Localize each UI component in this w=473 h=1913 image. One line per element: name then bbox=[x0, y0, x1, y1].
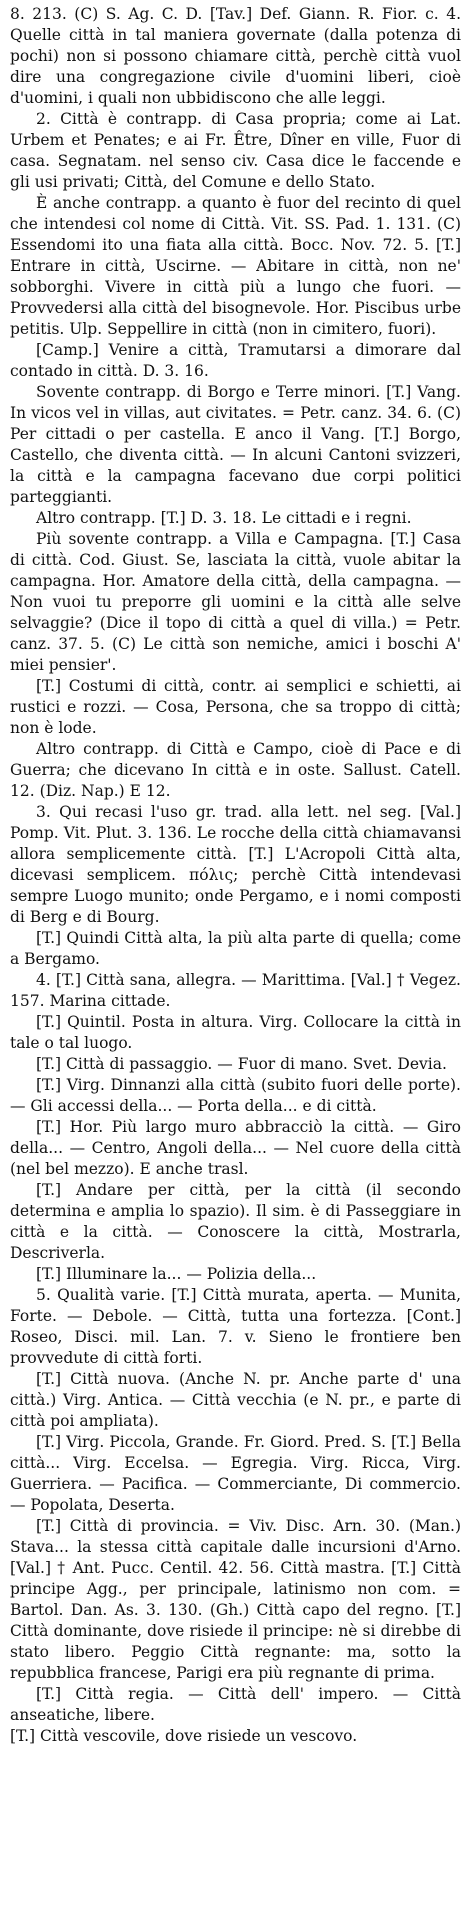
paragraph-14: [T.] Città di passaggio. — Fuor di mano. Svet. Devia. bbox=[36, 1055, 447, 1073]
paragraph-15: [T.] Virg. Dinnanzi alla città (subito fuori delle porte). — Gli accessi della... — Porta della... e di città. bbox=[10, 1076, 461, 1115]
text-column bbox=[10, 4, 461, 1747]
paragraph-4: [Camp.] Venire a città, Tramutarsi a dimorare dal contado in città. D. 3. 16. bbox=[10, 341, 461, 380]
paragraph-13: [T.] Quintil. Posta in altura. Virg. Collocare la città in tale o tal luogo. bbox=[10, 1013, 461, 1052]
paragraph-9: Altro contrapp. di Città e Campo, cioè di Pace e di Guerra; che dicevano In città e in oste. Sallust. Catell. 12. (Diz. Nap.) E 12. bbox=[10, 740, 461, 800]
paragraph-19: 5. Qualità varie. [T.] Città murata, aperta. — Munita, Forte. — Debole. — Città, tutta una fortezza. [Cont.] Roseo, Disci. mil. Lan. 7. v. Sieno le frontiere ben provvedute di città forti. bbox=[10, 1286, 461, 1367]
paragraph-11: [T.] Quindi Città alta, la più alta parte di quella; come a Bergamo. bbox=[10, 929, 461, 968]
paragraph-18: [T.] Illuminare la... — Polizia della... bbox=[36, 1265, 317, 1283]
paragraph-21: [T.] Virg. Piccola, Grande. Fr. Giord. Pred. S. [T.] Bella città... Virg. Eccelsa. — Egregia. Virg. Ricca, Virg. Guerriera. — Pacifica. — Commerciante, Di commercio. — Popolata, Deserta. bbox=[10, 1433, 461, 1514]
paragraph-22: [T.] Città di provincia. = Viv. Disc. Arn. 30. (Man.) Stava... la stessa città capitale dalle incursioni d'Arno. [Val.] † Ant. Pucc. Centil. 42. 56. Città mastra. [T.] Città principe Agg., per principale, latinismo non com. = Bartol. Dan. As. 3. 130. (Gh.) Città capo del regno. [T.] Città dominante, dove risiede il principe: nè si direbbe di stato libero. Peggio Città regnante: ma, sotto la repubblica francese, Parigi era più regnante di prima. bbox=[10, 1517, 461, 1682]
paragraph-8: [T.] Costumi di città, contr. ai semplici e schietti, ai rustici e rozzi. — Cosa, Persona, che sa troppo di città; non è lode. bbox=[10, 677, 461, 737]
paragraph-1: 8. 213. (C) S. Ag. C. D. [Tav.] Def. Giann. R. Fior. c. 4. Quelle città in tal maniera governate (dalla potenza di pochi) non si possono chiamare città, perchè città vuol dire una congregazione civile d'uomini liberi, cioè d'uomini, i quali non ubbidiscono che alle leggi. bbox=[10, 5, 461, 107]
paragraph-10: 3. Qui recasi l'uso gr. trad. alla lett. nel seg. [Val.] Pomp. Vit. Plut. 3. 136. Le rocche della città chiamavansi allora semplicemente città. [T.] L'Acropoli Città alta, dicevasi semplicem. πόλις; perchè Città intendevasi sempre Luogo munito; onde Pergamo, e i nomi composti di Berg e di Bourg. bbox=[10, 803, 461, 926]
paragraph-24: [T.] Città vescovile, dove risiede un vescovo. bbox=[10, 1727, 358, 1745]
paragraph-5: Sovente contrapp. di Borgo e Terre minori. [T.] Vang. In vicos vel in villas, aut civitates. = Petr. canz. 34. 6. (C) Per cittadi o per castella. E anco il Vang. [T.] Borgo, Castello, che diventa città. — In alcuni Cantoni svizzeri, la città e la campagna facevano due corpi politici parteggianti. bbox=[10, 383, 461, 506]
paragraph-17: [T.] Andare per città, per la città (il secondo determina e amplia lo spazio). Il sim. è di Passeggiare in città e la città. — Conoscere la città, Mostrarla, Descriverla. bbox=[10, 1181, 461, 1262]
paragraph-16: [T.] Hor. Più largo muro abbracciò la città. — Giro della... — Centro, Angoli della... — Nel cuore della città (nel bel mezzo). E anche trasl. bbox=[10, 1118, 461, 1178]
paragraph-12: 4. [T.] Città sana, allegra. — Marittima. [Val.] † Vegez. 157. Marina cittade. bbox=[10, 971, 461, 1010]
paragraph-23: [T.] Città regia. — Città dell' impero. — Città anseatiche, libere. bbox=[10, 1685, 461, 1724]
paragraph-2: 2. Città è contrapp. di Casa propria; come ai Lat. Urbem et Penates; e ai Fr. Être, Dîner en ville, Fuor di casa. Segnatam. nel senso civ. Casa dice le faccende e gli usi privati; Città, del Comune e dello Stato. bbox=[10, 110, 461, 191]
paragraph-3: È anche contrapp. a quanto è fuor del recinto di quel che intendesi col nome di Città. Vit. SS. Pad. 1. 131. (C) Essendomi ito una fiata alla città. Bocc. Nov. 72. 5. [T.] Entrare in città, Uscirne. — Abitare in città, non ne' sobborghi. Vivere in città più a lungo che fuori. — Provvedersi alla città del bisognevole. Hor. Piscibus urbe petitis. Ulp. Seppellire in città (non in cimitero, fuori). bbox=[10, 194, 461, 338]
paragraph-7: Più sovente contrapp. a Villa e Campagna. [T.] Casa di città. Cod. Giust. Se, lasciata la città, vuole abitar la campagna. Hor. Amatore della città, della campagna. — Non vuoi tu preporre gli uomini e la città alle selve selvaggie? (Dice il topo di città a quel di villa.) = Petr. canz. 37. 5. (C) Le città son nemiche, amici i boschi A' miei pensier'. bbox=[10, 530, 461, 674]
paragraph-6: Altro contrapp. [T.] D. 3. 18. Le cittadi e i regni. bbox=[36, 509, 412, 527]
paragraph-20: [T.] Città nuova. (Anche N. pr. Anche parte d' una città.) Virg. Antica. — Città vecchia (e N. pr., e parte di città poi ampliata). bbox=[10, 1370, 461, 1430]
